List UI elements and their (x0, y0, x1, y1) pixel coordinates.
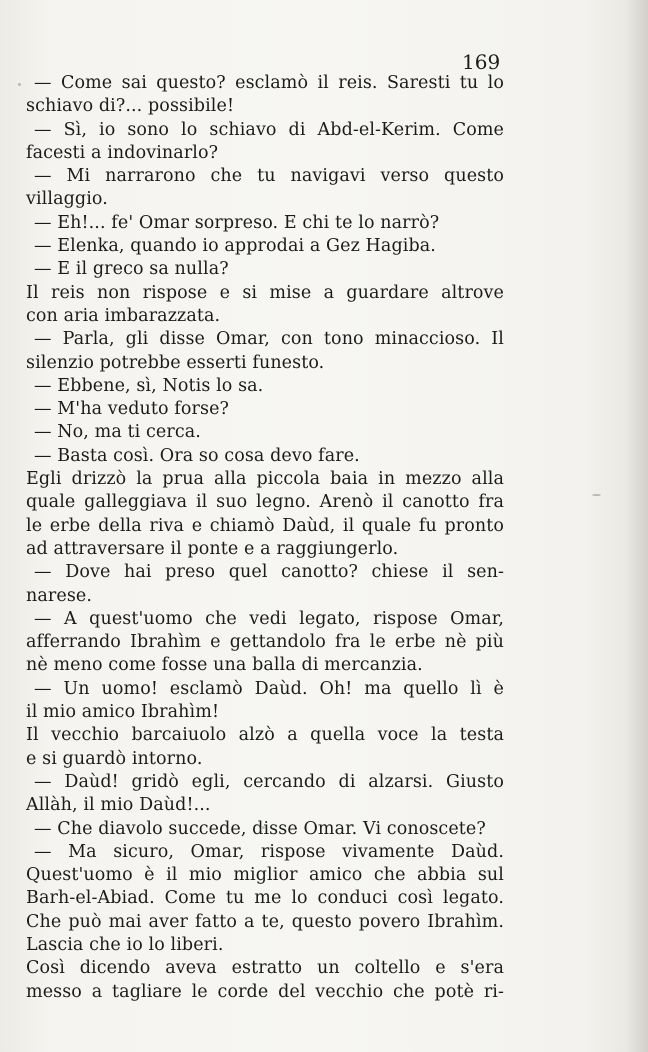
text-line: — Dove hai preso quel canotto? chiese il sen- (34, 562, 504, 583)
text-line: — Come sai questo? esclamò il reis. Saresti tu lo (34, 73, 504, 93)
text-line: nè meno come fosse una balla di mercanzia. (26, 655, 423, 676)
text-line: con aria imbarazzata. (26, 305, 221, 326)
text-line: — Daùd! gridò egli, cercando di alzarsi. Giusto (34, 771, 504, 792)
text-line: Quest'uomo è il mio miglior amico che abbia sul (26, 865, 504, 886)
text-line: — Che diavolo succede, disse Omar. Vi conoscete? (34, 818, 486, 839)
text-line: Barh-el-Abiad. Come tu me lo conduci così legato. (26, 888, 504, 909)
text-line: — Elenka, quando io approdai a Gez Hagiba. (34, 236, 436, 257)
text-line: ad attraversare il ponte e a raggiungerlo. (26, 538, 399, 559)
text-line: messo a tagliare le corde del vecchio che potè ri- (26, 981, 504, 1002)
text-line: — A quest'uomo che vedi legato, rispose Omar, (34, 608, 504, 629)
text-line: narese. (26, 585, 93, 606)
text-line: le erbe della riva e chiamò Daùd, il quale fu pronto (26, 515, 504, 536)
print-speck (592, 494, 601, 496)
text-line: Così dicendo aveva estratto un coltello e s'era (26, 958, 504, 979)
text-line: — Sì, io sono lo schiavo di Abd-el-Kerim. Come (34, 119, 504, 140)
text-line: Che può mai aver fatto a te, questo povero Ibrahìm. (26, 911, 504, 932)
text-line: facesti a indovinarlo? (26, 142, 219, 163)
text-line: silenzio potrebbe esserti funesto. (26, 352, 325, 373)
text-line: — E il greco sa nulla? (34, 259, 229, 280)
text-line: e si guardò intorno. (26, 748, 203, 769)
text-line: Egli drizzò la prua alla piccola baia in mezzo alla (26, 469, 504, 490)
page-edge-shadow (626, 0, 648, 1052)
text-line: Il reis non rispose e si mise a guardare altrove (26, 282, 504, 303)
text-line: — Eh!... fe' Omar sorpreso. E chi te lo narrò? (34, 212, 440, 233)
text-line: schiavo di?... possibile! (26, 96, 235, 117)
body-text (26, 72, 504, 1004)
text-line: il mio amico Ibrahìm! (26, 702, 220, 723)
text-line: — Ma sicuro, Omar, rispose vivamente Daùd. (34, 841, 504, 862)
text-line: Allàh, il mio Daùd!... (26, 795, 211, 816)
text-line: villaggio. (26, 189, 108, 210)
text-line: — Ebbene, sì, Notis lo sa. (34, 375, 264, 396)
text-line: Lascia che io lo liberi. (26, 934, 224, 955)
print-speck (18, 83, 21, 86)
text-line: — Un uomo! esclamò Daùd. Oh! ma quello lì è (34, 678, 504, 699)
text-line: quale galleggiava il suo legno. Arenò il canotto fra (26, 492, 504, 513)
text-line: Il vecchio barcaiuolo alzò a quella voce la testa (26, 725, 504, 746)
text-line: — Mi narrarono che tu navigavi verso questo (34, 166, 504, 187)
text-line: afferrando Ibrahìm e gettandolo fra le erbe nè più (26, 632, 504, 653)
text-line: — M'ha veduto forse? (34, 399, 230, 420)
page-number: 169 (462, 50, 501, 74)
text-line: — No, ma ti cerca. (34, 422, 201, 443)
text-line: — Parla, gli disse Omar, con tono minaccioso. Il (34, 329, 504, 350)
text-line: — Basta così. Ora so cosa devo fare. (34, 445, 360, 466)
